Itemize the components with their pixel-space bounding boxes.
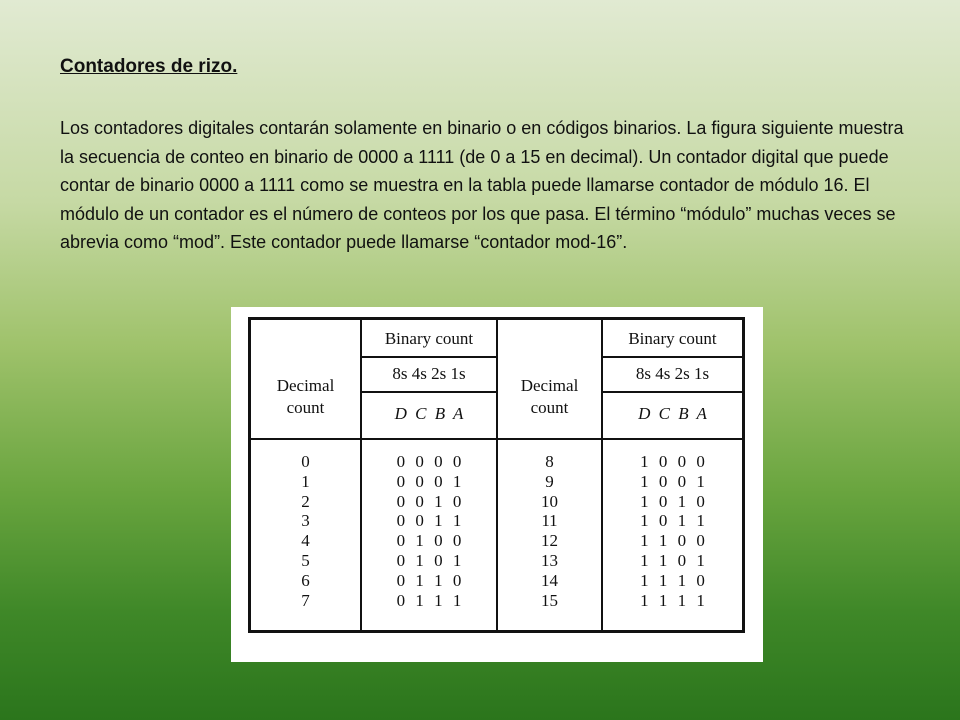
table-cell: 1 1 1 1 xyxy=(640,590,705,610)
table-cell: 1 1 0 0 xyxy=(640,531,705,551)
table-cell: 0 0 0 0 xyxy=(396,452,462,471)
table-cell: 8 xyxy=(545,452,554,471)
left-weights-header: 8s 4s 2s 1s xyxy=(392,364,466,383)
slide-title: Contadores de rizo. xyxy=(60,56,238,77)
table-cell: 0 0 1 0 xyxy=(396,491,462,511)
binary-count-figure xyxy=(231,307,763,662)
left-decimal-column xyxy=(251,452,360,610)
table-cell: 0 xyxy=(301,452,310,471)
table-cell: 13 xyxy=(541,550,558,570)
right-decimal-header: Decimal count xyxy=(520,376,579,417)
left-binary-column xyxy=(362,452,496,610)
left-binary-count-header: Binary count xyxy=(384,329,474,348)
table-cell: 0 1 1 0 xyxy=(396,570,462,590)
table-cell: 2 xyxy=(301,491,310,511)
table-cell: 1 0 1 0 xyxy=(640,491,705,511)
table-cell: 3 xyxy=(301,511,310,531)
left-letters-header: D C B A xyxy=(394,404,464,423)
table-cell: 5 xyxy=(301,550,310,570)
binary-count-table xyxy=(248,317,745,633)
table-cell: 0 1 0 0 xyxy=(396,531,462,551)
table-cell: 6 xyxy=(301,570,310,590)
left-decimal-header: Decimal count xyxy=(276,376,335,417)
right-weights-header: 8s 4s 2s 1s xyxy=(635,364,710,383)
table-cell: 0 1 0 1 xyxy=(396,550,462,570)
table-cell: 1 xyxy=(301,471,310,491)
table-cell: 10 xyxy=(541,491,558,511)
table-cell: 1 0 0 1 xyxy=(640,471,705,491)
table-cell: 9 xyxy=(545,471,554,491)
table-cell: 11 xyxy=(541,511,558,531)
right-decimal-column xyxy=(498,452,601,610)
table-cell: 4 xyxy=(301,531,310,551)
table-cell: 1 0 0 0 xyxy=(640,452,705,471)
right-binary-count-header: Binary count xyxy=(628,329,717,348)
table-cell: 1 1 1 0 xyxy=(640,570,705,590)
table-cell: 1 1 0 1 xyxy=(640,550,705,570)
table-cell: 0 0 0 1 xyxy=(396,471,462,491)
table-cell: 0 0 1 1 xyxy=(396,511,462,531)
slide-body-text: Los contadores digitales contarán solamente en binario o en códigos binarios. La figura siguiente muestra la secuencia de conteo en binario de 0000 a 1111 (de 0 a 15 en decimal). Un contador digital que puede contar de binario 0000 a 1111 como se muestra en la tabla puede llamarse contador de módulo 16. El módulo de un contador es el número de conteos por los que pasa. El término “módulo” muchas veces se abrevia como “mod”. Este contador puede llamarse “contador mod-16”. xyxy=(60,118,904,252)
right-binary-column xyxy=(603,452,742,610)
table-cell: 1 0 1 1 xyxy=(640,511,705,531)
table-cell: 0 1 1 1 xyxy=(396,590,462,610)
table-cell: 12 xyxy=(541,531,558,551)
table-cell: 7 xyxy=(301,590,310,610)
table-cell: 14 xyxy=(541,570,558,590)
table-cell: 15 xyxy=(541,590,558,610)
right-letters-header: D C B A xyxy=(638,404,707,423)
